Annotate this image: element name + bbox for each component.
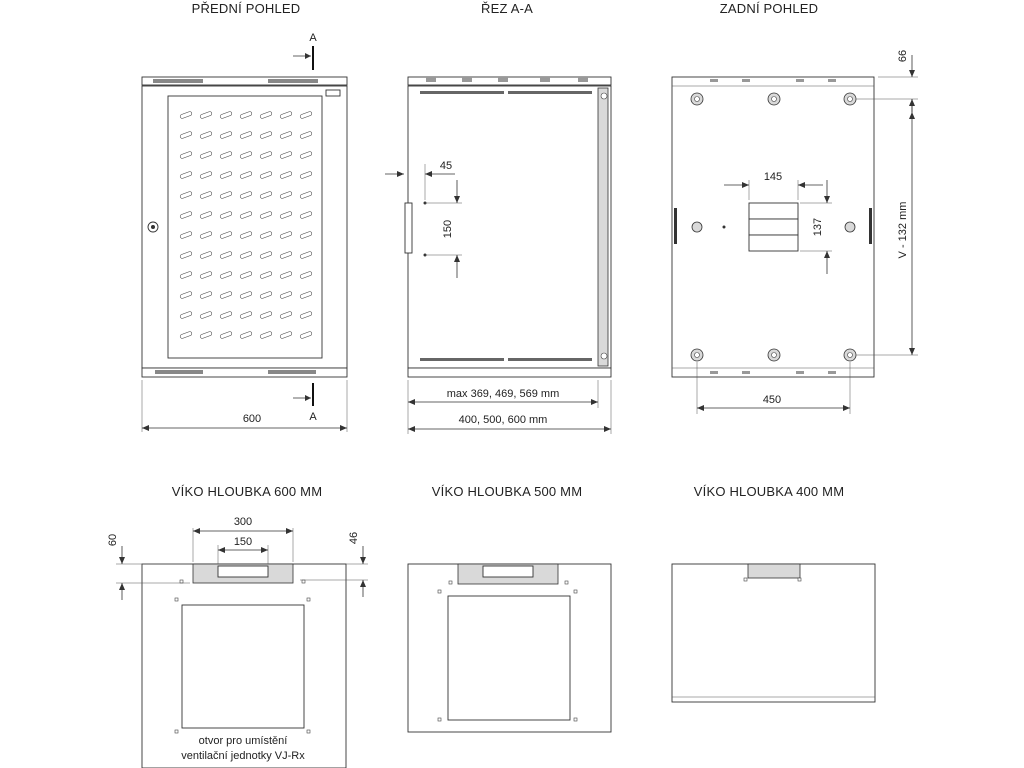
back-tab-4 <box>828 79 836 82</box>
section-mount-block <box>405 203 412 253</box>
section-bottom-cover <box>408 368 611 377</box>
back-knockout-1 <box>749 203 798 219</box>
back-tab-5 <box>710 371 718 374</box>
back-tab-2 <box>742 79 750 82</box>
back-tab-3 <box>796 79 804 82</box>
lid600-note-line2: ventilační jednotky VJ-Rx <box>181 750 305 762</box>
section-top-tab-4 <box>540 77 550 82</box>
back-bolt-bottom-right-core <box>848 353 853 358</box>
lid600-dim60-arrowhead-bottom <box>119 583 125 590</box>
back-dim450-arrowhead-left <box>697 405 704 411</box>
lid600-dim46-arrowhead-bottom <box>360 580 366 587</box>
back-knockout-2 <box>749 219 798 235</box>
front-door-lock-core <box>151 225 155 229</box>
back-tab-1 <box>710 79 718 82</box>
lid500-hole-upper-left <box>449 581 452 584</box>
section-dim-45: 45 <box>439 160 453 172</box>
back-view-title: ZADNÍ POHLED <box>719 1 819 16</box>
section-outer-arrow-right <box>604 426 611 432</box>
back-dim-450: 450 <box>762 394 782 406</box>
lid600-dim-60: 60 <box>107 533 119 547</box>
lid600-dim150-arrowhead-right <box>261 547 268 553</box>
lid500-vent-opening <box>448 596 570 720</box>
front-bottom-vent-right <box>268 370 316 374</box>
lid500-cutout-inner <box>483 566 533 577</box>
back-bolt-mid-right <box>845 222 855 232</box>
lid400-title: VÍKO HLOUBKA 400 MM <box>693 484 845 499</box>
lid600-cutout-inner <box>218 566 268 577</box>
front-bottom-vent-left <box>155 370 203 374</box>
section-inner-arrow-right <box>591 399 598 405</box>
section-mark-arrowhead-top <box>305 53 311 59</box>
lid600-hole-br <box>307 730 310 733</box>
back-bolt-bottom-left-core <box>695 353 700 358</box>
back-left-slot <box>674 208 677 244</box>
lid500-title: VÍKO HLOUBKA 500 MM <box>431 484 583 499</box>
lid600-dim60-arrowhead-top <box>119 557 125 564</box>
lid400-plate <box>672 564 875 702</box>
section-top-tab-5 <box>578 77 588 82</box>
section-mark-label-bottom: A <box>309 411 317 423</box>
section-top-tab-1 <box>426 77 436 82</box>
section-dim-outer: 400, 500, 600 mm <box>458 414 548 426</box>
lid600-dim-150: 150 <box>233 536 253 548</box>
lid500-hole-br <box>574 718 577 721</box>
front-top-vent-right <box>268 79 318 83</box>
section-outer-arrow-left <box>408 426 415 432</box>
back-bolt-top-left-core <box>695 97 700 102</box>
front-width-arrow-right <box>340 425 347 431</box>
back-knockout-3 <box>749 235 798 251</box>
section-view-title: ŘEZ A-A <box>481 1 533 16</box>
lid600-hole-upper-left <box>180 580 183 583</box>
front-top-vent-left <box>153 79 203 83</box>
front-width-dim: 600 <box>242 413 262 425</box>
back-dim450-arrowhead-right <box>843 405 850 411</box>
front-perforation-pattern <box>176 104 314 350</box>
back-bolt-top-center-core <box>772 97 777 102</box>
lid600-title: VÍKO HLOUBKA 600 MM <box>171 484 323 499</box>
back-view <box>672 1 918 414</box>
lid400-cutout-slot <box>748 564 800 578</box>
section-top-tab-2 <box>462 77 472 82</box>
back-bolt-mid-left <box>692 222 702 232</box>
lid500-hole-bl <box>438 718 441 721</box>
front-width-arrow-left <box>142 425 149 431</box>
back-tab-7 <box>796 371 804 374</box>
section-top-rail-right <box>508 91 592 94</box>
front-view-title: PŘEDNÍ POHLED <box>191 1 301 16</box>
lid600-note-line1: otvor pro umístění <box>198 735 288 747</box>
back-dim-145: 145 <box>763 171 783 183</box>
back-dimV-arrowhead-bottom <box>909 348 915 355</box>
back-dim-66: 66 <box>897 49 909 63</box>
section-door-profile <box>598 88 608 366</box>
back-tab-8 <box>828 371 836 374</box>
lid600-dim150-arrowhead-left <box>218 547 225 553</box>
lid600-hole-tr <box>307 598 310 601</box>
lid500-hole-upper-right <box>565 581 568 584</box>
lid600-dim46-arrowhead-top <box>360 557 366 564</box>
back-bolt-bottom-center-core <box>772 353 777 358</box>
lid500-hole-tl <box>438 590 441 593</box>
back-mid-hole <box>723 226 726 229</box>
section-dim-150: 150 <box>442 219 454 239</box>
back-bolt-top-right-core <box>848 97 853 102</box>
back-tab-6 <box>742 371 750 374</box>
lid600-dim300-arrowhead-left <box>193 528 200 534</box>
section-top-rail-left <box>420 91 504 94</box>
lid400-hole-right <box>798 578 801 581</box>
section-bottom-rail-left <box>420 358 504 361</box>
section-body <box>408 86 611 368</box>
lid500-view <box>408 484 611 732</box>
lid500-hole-tr <box>574 590 577 593</box>
section-mark-arrowhead-bottom <box>305 395 311 401</box>
lid600-hole-tl <box>175 598 178 601</box>
lid600-vent-opening <box>182 605 304 728</box>
section-top-tab-3 <box>498 77 508 82</box>
section-dim-inner: max 369, 469, 569 mm <box>446 388 560 400</box>
section-hinge-bottom <box>601 353 607 359</box>
lid400-hole-left <box>744 578 747 581</box>
lid600-dim300-arrowhead-right <box>286 528 293 534</box>
section-bottom-rail-right <box>508 358 592 361</box>
front-view <box>142 1 347 432</box>
section-hinge-top <box>601 93 607 99</box>
back-dim66-arrowhead-top <box>909 70 915 77</box>
back-right-slot <box>869 208 872 244</box>
lid600-hole-bl <box>175 730 178 733</box>
lid600-dim-300: 300 <box>233 516 253 528</box>
lid600-view <box>107 484 368 768</box>
section-inner-arrow-left <box>408 399 415 405</box>
section-mark-label-top: A <box>309 32 317 44</box>
lid600-dim-46: 46 <box>348 531 360 545</box>
lid600-hole-upper-right <box>302 580 305 583</box>
section-view <box>385 1 611 434</box>
lid400-view <box>672 484 875 702</box>
front-logo-plate <box>326 90 340 96</box>
back-dim-height: V - 132 mm <box>897 201 909 259</box>
back-dimV-arrowhead-top <box>909 112 915 119</box>
section-dim45-arrowhead-left <box>397 171 404 177</box>
back-dim-137: 137 <box>812 217 824 237</box>
